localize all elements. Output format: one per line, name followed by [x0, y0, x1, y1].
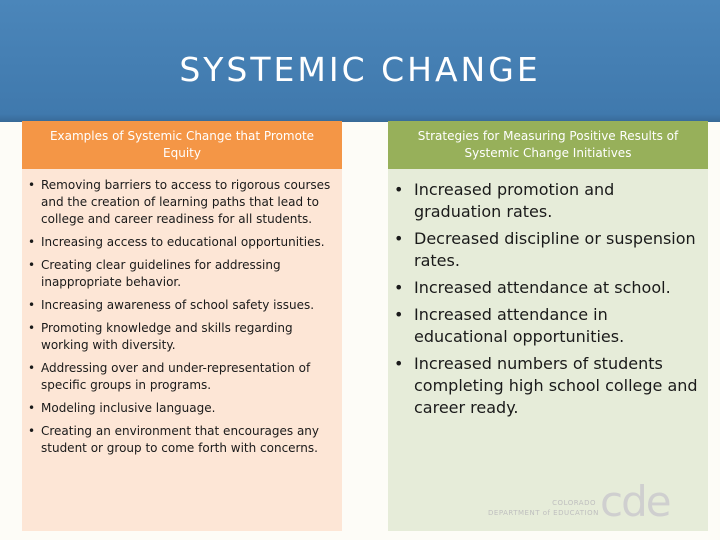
right-bullet-list [388, 169, 708, 419]
bullet-icon: • [394, 354, 404, 373]
title-band [0, 0, 720, 122]
list-item-text: Decreased discipline or suspension rates. [414, 229, 696, 270]
logo-line-colorado: COLORADO [552, 499, 596, 507]
bullet-icon: • [394, 180, 404, 199]
right-column-heading: Strategies for Measuring Positive Results of Systemic Change Initiatives [388, 121, 708, 169]
list-item-text: Increased promotion and graduation rates. [414, 180, 615, 221]
slide-title: SYSTEMIC CHANGE [179, 50, 541, 89]
bullet-icon: • [28, 321, 36, 335]
bullet-icon: • [28, 361, 36, 375]
cde-logo [488, 477, 700, 526]
list-item [28, 297, 336, 314]
bullet-icon: • [28, 401, 36, 415]
bullet-icon: • [28, 258, 36, 272]
list-item-text: Increased attendance at school. [414, 278, 671, 297]
list-item [28, 257, 336, 291]
list-item-text: Removing barriers to access to rigorous courses and the creation of learning paths that lead to college and career readiness for all students. [41, 178, 331, 226]
list-item-text: Promoting knowledge and skills regarding working with diversity. [41, 321, 293, 352]
list-item-text: Increased attendance in educational opportunities. [414, 305, 625, 346]
list-item [28, 234, 336, 251]
left-bullet-list [22, 169, 342, 457]
list-item [394, 304, 702, 348]
logo-line-department: DEPARTMENT of EDUCATION [488, 509, 599, 517]
list-item [28, 400, 336, 417]
bullet-icon: • [394, 305, 404, 324]
logo-caption [488, 498, 599, 518]
bullet-icon: • [28, 178, 36, 192]
list-item [28, 177, 336, 228]
list-item-text: Creating an environment that encourages any student or group to come forth with concerns. [41, 424, 320, 455]
list-item [28, 360, 336, 394]
list-item-text: Modeling inclusive language. [41, 401, 216, 415]
list-item [394, 228, 702, 272]
list-item-text: Addressing over and under-representation of specific groups in programs. [41, 361, 311, 392]
list-item-text: Creating clear guidelines for addressing inappropriate behavior. [41, 258, 281, 289]
right-column [388, 121, 708, 531]
list-item [28, 320, 336, 354]
list-item [394, 353, 702, 419]
list-item-text: Increasing access to educational opportunities. [41, 235, 325, 249]
list-item [28, 423, 336, 457]
left-column-heading: Examples of Systemic Change that Promote Equity [22, 121, 342, 169]
list-item-text: Increased numbers of students completing high school college and career ready. [414, 354, 698, 417]
left-column [22, 121, 342, 531]
bullet-icon: • [28, 424, 36, 438]
logo-mark: cde [600, 477, 670, 526]
bullet-icon: • [394, 278, 404, 297]
list-item [394, 277, 702, 299]
bullet-icon: • [394, 229, 404, 248]
list-item [394, 179, 702, 223]
list-item-text: Increasing awareness of school safety issues. [41, 298, 315, 312]
bullet-icon: • [28, 235, 36, 249]
bullet-icon: • [28, 298, 36, 312]
